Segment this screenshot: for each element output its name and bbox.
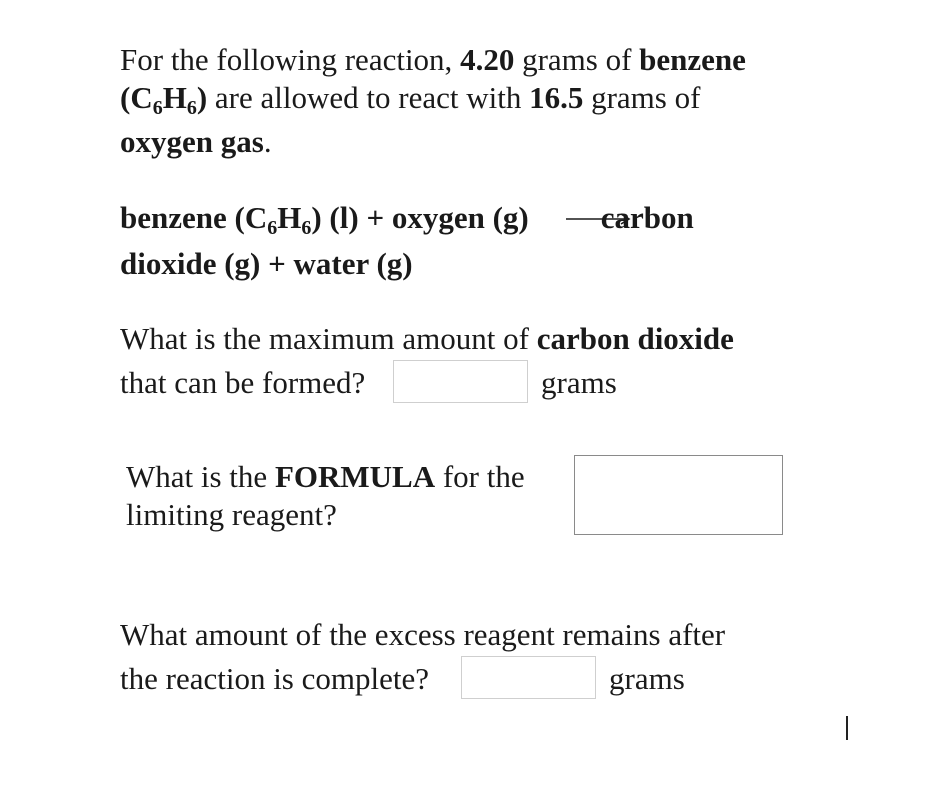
benzene-mass: 4.20 — [460, 42, 515, 77]
q1-unit-label: grams — [541, 365, 617, 400]
formula-part: H — [162, 80, 187, 115]
oxygen-mass: 16.5 — [529, 80, 584, 115]
formula-subscript: 6 — [301, 217, 312, 239]
question-text: that can be formed? — [120, 365, 366, 400]
intro-text: For the following reaction, — [120, 42, 461, 77]
formula-subscript: 6 — [152, 97, 163, 119]
question-text: limiting reagent? — [126, 497, 337, 532]
q2-line-2 — [126, 496, 525, 534]
limiting-reagent-formula-input[interactable] — [574, 455, 783, 535]
intro-text: grams of — [583, 80, 701, 115]
question-text: for the — [435, 459, 525, 494]
problem-intro — [120, 41, 746, 161]
question-limiting-reagent — [126, 458, 525, 534]
q3-line-1 — [120, 616, 725, 654]
co2-grams-input[interactable] — [393, 360, 528, 403]
q3-unit-label: grams — [609, 661, 685, 696]
oxygen-label: oxygen gas — [120, 124, 264, 159]
text-cursor-icon — [846, 716, 848, 740]
intro-line-3 — [120, 123, 746, 161]
formula-subscript: 6 — [267, 217, 278, 239]
equation-text: ) (l) + oxygen (g) — [311, 200, 529, 235]
equation-text: carbon — [600, 200, 694, 235]
intro-line-1 — [120, 41, 746, 79]
question-bold-text: carbon dioxide — [536, 321, 734, 356]
intro-text: . — [263, 124, 272, 159]
excess-reagent-grams-input[interactable] — [461, 656, 596, 699]
q1-line-1 — [120, 320, 734, 358]
equation-line-2 — [120, 245, 694, 283]
equation-text: benzene (C — [120, 200, 268, 235]
intro-text: are allowed to react with — [207, 80, 530, 115]
formula-subscript: 6 — [186, 97, 197, 119]
intro-text: grams of — [514, 42, 640, 77]
equation-text: H — [277, 200, 302, 235]
formula-part: (C — [120, 80, 153, 115]
q2-line-1 — [126, 458, 525, 496]
equation-text: dioxide (g) + water (g) — [120, 246, 413, 281]
intro-line-2 — [120, 79, 746, 117]
formula-part: ) — [196, 80, 208, 115]
question-text: What amount of the excess reagent remains after — [120, 617, 726, 652]
question-text: What is the maximum amount of — [120, 321, 537, 356]
question-text: the reaction is complete? — [120, 661, 430, 696]
question-text: What is the — [126, 459, 275, 494]
question-bold-text: FORMULA — [274, 459, 436, 494]
reaction-arrow-icon — [564, 211, 634, 227]
benzene-label: benzene — [639, 42, 746, 77]
